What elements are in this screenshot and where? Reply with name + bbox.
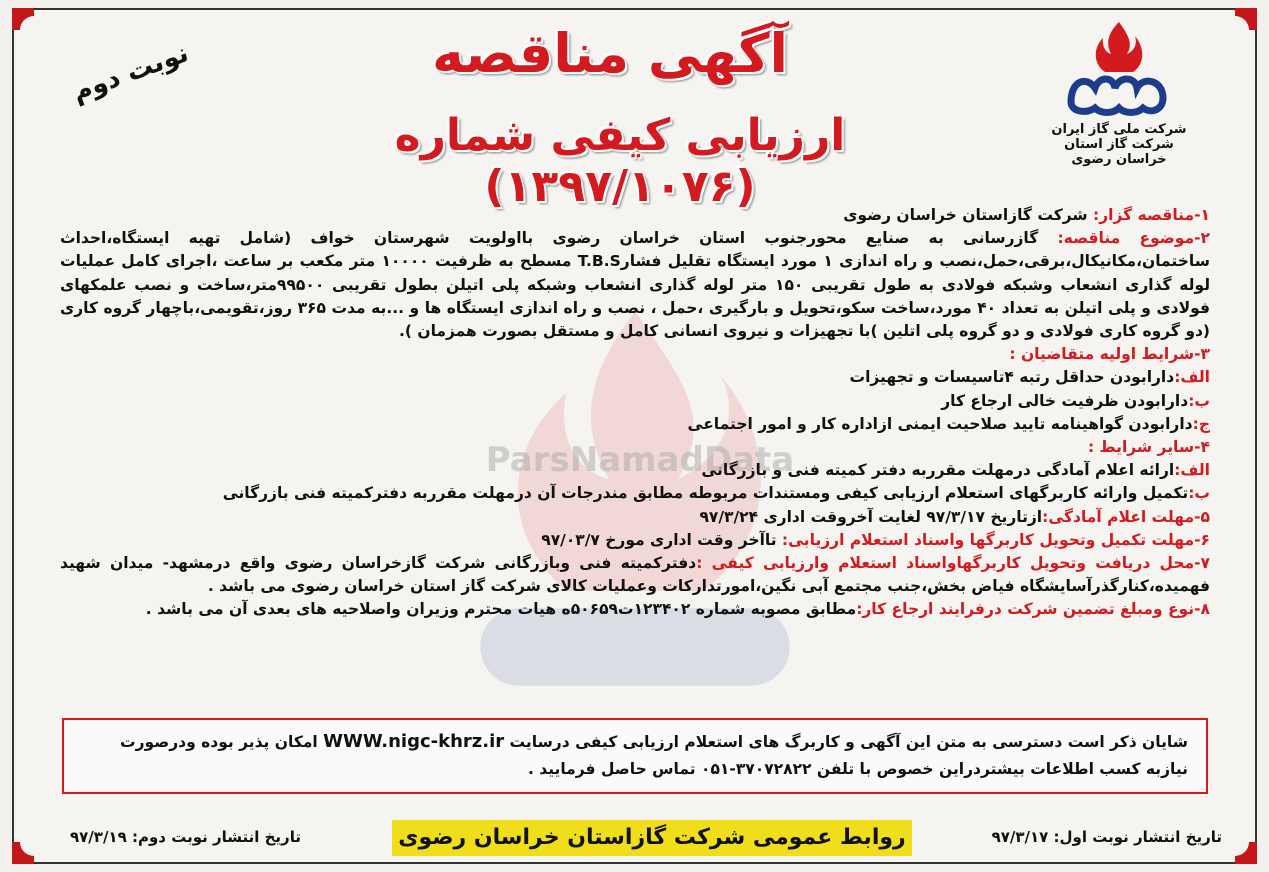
item-label: الف: bbox=[1174, 368, 1210, 387]
section-label: ۴-سایر شرایط : bbox=[1087, 438, 1210, 457]
notice-text: امکان پذیر بوده ودرصورت نیازبه کسب اطلاعات بیشتردراین خصوص با تلفن ۳۷۰۷۲۸۲۲-۰۵۱ تماس حاصل فرمایید . bbox=[120, 733, 1188, 778]
item-label: الف: bbox=[1174, 461, 1210, 480]
section-text: تاآخر وقت اداری مورخ ۹۷/۰۳/۷ bbox=[541, 530, 782, 549]
section-8 bbox=[60, 598, 1210, 621]
section-label: ۵-مهلت اعلام آمادگی: bbox=[1042, 507, 1210, 526]
corner-ornament bbox=[1235, 8, 1257, 30]
section-4b bbox=[60, 482, 1210, 505]
section-6 bbox=[60, 529, 1210, 552]
org-name: شرکت ملی گاز ایران bbox=[1051, 122, 1187, 137]
section-5 bbox=[60, 506, 1210, 529]
page-subtitle: ارزیابی کیفی شماره (۱۳۹۷/۱۰۷۶) bbox=[394, 110, 846, 212]
footer bbox=[30, 816, 1240, 860]
section-text: مطابق مصوبه شماره ۱۲۳۴۰۲ت۵۰۶۵۹ه هیات محترم وزیران واصلاحیه های بعدی آن می باشد . bbox=[145, 600, 857, 619]
flame-logo-icon bbox=[1059, 18, 1179, 118]
second-publication-date: تاریخ انتشار نوبت دوم: ۹۷/۳/۱۹ bbox=[70, 828, 301, 846]
round-label: نوبت دوم bbox=[68, 38, 193, 108]
item-text: دارابودن حداقل رتبه ۴تاسیسات و تجهیزات bbox=[849, 368, 1175, 387]
item-label: ب: bbox=[1188, 484, 1210, 503]
page-title: آگهی مناقصه bbox=[431, 22, 789, 85]
section-label: ۶-مهلت تکمیل وتحویل کاربرگها واسناد استعلام ارزیابی: bbox=[781, 530, 1210, 549]
section-3b bbox=[60, 390, 1210, 413]
section-4 bbox=[60, 436, 1210, 459]
section-text: شرکت گازاستان خراسان رضوی bbox=[843, 206, 1094, 224]
corner-ornament bbox=[12, 8, 34, 30]
item-text: تکمیل وارائه کاربرگهای استعلام ارزیابی کیفی ومستندات مربوطه مطابق مندرجات آن درمهلت مقرربه دفترکمیته فنی بازرگانی bbox=[222, 484, 1189, 503]
notice-text: شایان ذکر است دسترسی به متن این آگهی و کاربرگ های استعلام ارزیابی کیفی درسایت bbox=[504, 733, 1188, 751]
org-subname: شرکت گاز استان خراسان رضوی bbox=[1064, 137, 1174, 167]
section-label: ۷-محل دریافت وتحویل کاربرگهاواسناد استعلام وارزیابی کیفی : bbox=[696, 554, 1210, 573]
section-4a bbox=[60, 459, 1210, 482]
section-3c bbox=[60, 413, 1210, 436]
item-text: دارابودن گواهینامه تایید صلاحیت ایمنی ازاداره کار و امور اجتماعی bbox=[687, 414, 1193, 433]
section-3a bbox=[60, 366, 1210, 389]
section-label: ۱-مناقصه گزار: bbox=[1093, 206, 1210, 224]
section-label: ۳-شرایط اولیه متقاضیان : bbox=[1009, 345, 1210, 364]
section-3 bbox=[60, 343, 1210, 366]
section-text: گازرسانی به صنایع محورجنوب استان خراسان رضوی بااولویت شهرستان خواف (شامل تهیه ایستگاه،احداث ساختمان،مکانیکال،برقی،حمل،نصب و راه اندازی ۱ مورد ایستگاه تقلیل فشارT.B.S مسطح به ظرفیت ۱۰۰۰۰ متر مکعب بر ساعت ،اجرای کامل عملیات لوله گذاری انشعاب وشبکه فولادی به طول تقریبی ۱۵۰ متر لوله گذاری انشعاب وشبکه پلی اتیلن بطول تقریبی ۹۹۵۰۰متر،ساخت و نصب علمکهای فولادی و پلی اتیلن به تعداد ۴۰ مورد،ساخت سکو،تحویل و بارگیری ،حمل ، نصب و راه اندازی ایستگاه ها و ...به مدت ۳۶۵ روز،تقویمی،باچهار گروه کاری (دو گروه کاری فولادی و دو گروه پلی اتلین )با تجهیزات و نیروی انسانی کامل و مستقل بصورت همزمان ). bbox=[60, 229, 1211, 341]
item-label: ب: bbox=[1188, 391, 1210, 410]
watermark-text: ParsNamadData bbox=[485, 440, 795, 480]
first-publication-date: تاریخ انتشار نوبت اول: ۹۷/۳/۱۷ bbox=[991, 828, 1222, 846]
section-label: ۸-نوع ومبلغ تضمین شرکت درفرایند ارجاع کار: bbox=[856, 600, 1210, 619]
section-label: ۲-موضوع مناقصه: bbox=[1057, 229, 1210, 248]
section-text: ازتاریخ ۹۷/۳/۱۷ لغایت آخروقت اداری ۹۷/۳/۲۴ bbox=[699, 507, 1043, 526]
website-link[interactable]: WWW.nigc-khrz.ir bbox=[323, 731, 505, 752]
item-text: دارابودن ظرفیت خالی ارجاع کار bbox=[941, 391, 1189, 410]
notice-box bbox=[62, 718, 1208, 794]
section-text: دفترکمیته فنی وبازرگانی شرکت گازخراسان رضوی واقع درمشهد- میدان شهید فهمیده،کنارگذرآسایشگاه فیاض بخش،جنب مجتمع آبی نگین،امورتدارکات وعملیات کالای شرکت گاز استان خراسان رضوی می باشد . bbox=[60, 554, 1210, 596]
section-1 bbox=[60, 204, 1210, 227]
item-label: ج: bbox=[1192, 414, 1210, 433]
section-7 bbox=[60, 552, 1210, 598]
company-logo bbox=[1039, 18, 1199, 167]
item-text: ارائه اعلام آمادگی درمهلت مقرربه دفتر کمیته فنی و بازرگانی bbox=[701, 461, 1175, 480]
public-relations-banner: روابط عمومی شرکت گازاستان خراسان رضوی bbox=[392, 820, 912, 856]
tender-body bbox=[60, 204, 1210, 622]
section-2 bbox=[60, 227, 1210, 343]
